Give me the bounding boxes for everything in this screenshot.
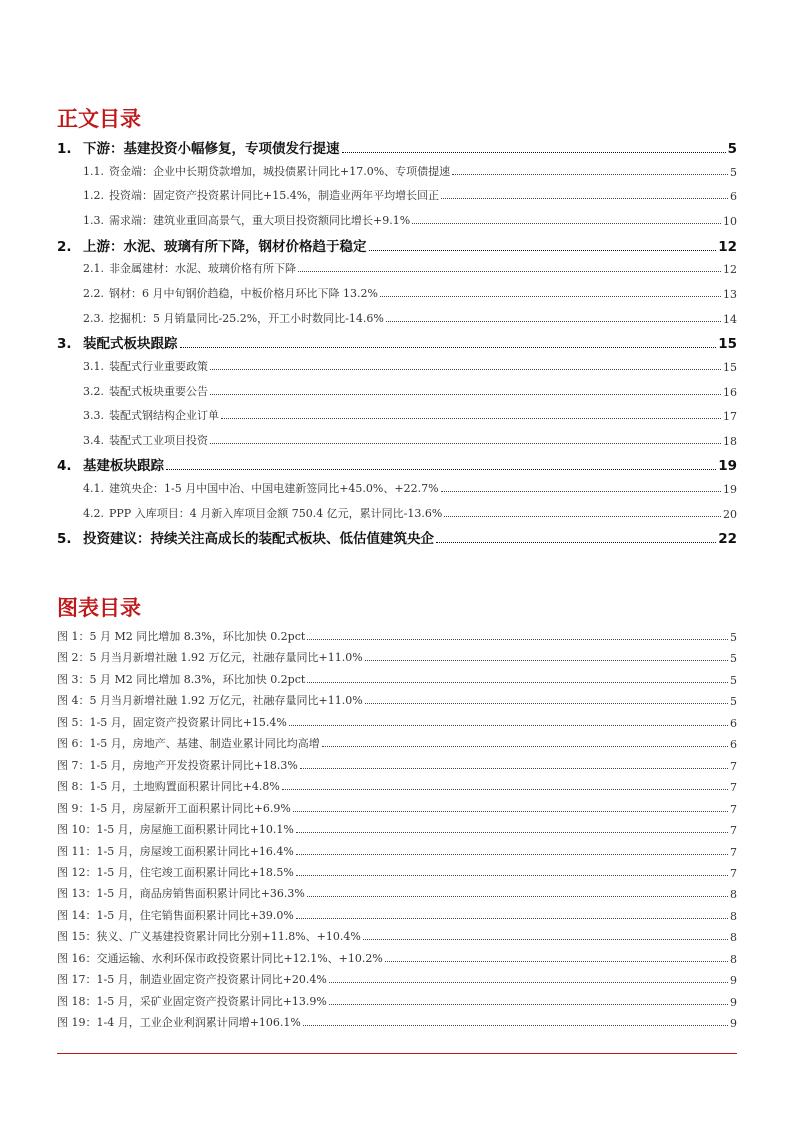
entry-label (83, 187, 439, 203)
toc-subsection[interactable] (57, 383, 737, 399)
entry-number: 2. (57, 238, 72, 255)
entry-number: 2.2. (83, 287, 104, 300)
entry-text: 资金端：企业中长期贷款增加，城投债累计同比+17.0%、专项债提速 (109, 164, 451, 178)
entry-label (57, 993, 327, 1009)
toc-subsection[interactable] (57, 358, 737, 374)
entry-text: 1-5 月，房地产开发投资累计同比+18.3% (89, 758, 298, 772)
entry-label (57, 332, 178, 352)
dot-leader (365, 703, 728, 704)
dot-leader (307, 682, 728, 683)
toc-subsection[interactable] (57, 260, 737, 276)
dot-leader (298, 271, 721, 272)
toc-subsection[interactable] (57, 432, 737, 448)
page-number: 7 (730, 824, 737, 838)
page-number: 8 (730, 909, 737, 923)
entry-text: 5 月 M2 同比增加 8.3%，环比加快 0.2pct (89, 630, 306, 643)
dot-leader (441, 491, 721, 492)
entry-label (57, 971, 327, 987)
entry-text: 狭义、广义基建投资累计同比分别+11.8%、+10.4% (96, 930, 361, 944)
page-number: 20 (723, 507, 737, 521)
page-number: 19 (723, 483, 737, 497)
page-number: 7 (730, 759, 737, 773)
figure-entry[interactable] (57, 843, 737, 859)
figure-entry[interactable] (57, 692, 737, 708)
entry-number: 图 4： (57, 694, 90, 708)
figure-entry[interactable] (57, 950, 737, 966)
entry-number: 3.2. (83, 384, 104, 398)
page-number: 6 (730, 738, 737, 752)
entry-text: 5 月当月新增社融 1.92 万亿元，社融存量同比+11.0% (89, 651, 363, 665)
page-number: 5 (727, 141, 737, 157)
entry-label (57, 821, 294, 837)
entry-label (57, 928, 361, 944)
figure-entry[interactable] (57, 907, 737, 923)
page-number: 9 (730, 1017, 737, 1031)
entry-label (57, 454, 164, 474)
page-number: 5 (730, 695, 737, 709)
figure-entry[interactable] (57, 1014, 737, 1030)
entry-number: 2.1. (83, 262, 104, 276)
entry-text: 投资端：固定资产投资累计同比+15.4%，制造业两年平均增长回正 (109, 189, 440, 203)
figure-entry[interactable] (57, 671, 737, 687)
toc-subsection[interactable] (57, 285, 737, 301)
dot-leader (303, 1025, 728, 1026)
dot-leader (307, 639, 728, 640)
page-number: 7 (730, 866, 737, 880)
entry-label (57, 778, 280, 794)
entry-text: 1-5 月，住宅销售面积累计同比+39.0% (96, 908, 294, 922)
entry-label (57, 235, 367, 255)
dot-leader (365, 660, 728, 661)
dot-leader (322, 746, 728, 747)
entry-label (83, 432, 208, 448)
entry-text: PPP 入库项目：4 月新入库项目金额 750.4 亿元，累计同比-13.6% (109, 506, 443, 520)
page-number: 5 (730, 673, 737, 687)
dot-leader (296, 854, 728, 855)
toc-section-4[interactable] (57, 454, 737, 474)
entry-text: 1-5 月，固定资产投资累计同比+15.4% (89, 715, 287, 729)
dot-leader (300, 768, 728, 769)
dot-leader (166, 469, 716, 470)
entry-text: 装配式板块重要公告 (109, 384, 208, 398)
entry-label (57, 864, 294, 880)
dot-leader (444, 516, 721, 517)
entry-number: 图 10： (57, 823, 97, 837)
toc-title: 正文目录 (57, 107, 141, 131)
dot-leader (210, 443, 721, 444)
dot-leader (441, 198, 728, 199)
page-number: 6 (730, 190, 737, 204)
page-number: 12 (718, 238, 737, 255)
entry-label (57, 671, 305, 687)
entry-label (57, 907, 294, 923)
entry-label (57, 800, 291, 816)
dot-leader (296, 832, 728, 833)
entry-number: 图 8： (57, 780, 90, 794)
entry-number: 图 9： (57, 801, 90, 815)
toc-subsection[interactable] (57, 187, 737, 203)
toc-subsection[interactable] (57, 505, 737, 521)
entry-text: 建筑央企：1-5 月中国中冶、中国电建新签同比+45.0%、+22.7% (109, 482, 439, 496)
figure-entry[interactable] (57, 714, 737, 730)
dot-leader (342, 152, 726, 153)
entry-label (57, 735, 320, 751)
page-number: 16 (723, 385, 737, 399)
page-number: 18 (723, 434, 737, 448)
page-number: 5 (730, 631, 737, 644)
entry-number: 图 2： (57, 651, 90, 665)
page-number: 7 (730, 781, 737, 795)
entry-number: 图 16： (57, 951, 97, 965)
page-number: 7 (730, 802, 737, 816)
entry-label (83, 383, 208, 399)
entry-label (57, 843, 294, 859)
dot-leader (363, 939, 728, 940)
entry-number: 图 5： (57, 715, 90, 729)
entry-text: 5 月当月新增社融 1.92 万亿元，社融存量同比+11.0% (89, 694, 363, 708)
entry-number: 图 6： (57, 737, 90, 751)
entry-label (83, 310, 384, 326)
entry-label (83, 260, 296, 276)
entry-number: 1.2. (83, 189, 104, 203)
page-number: 8 (730, 888, 737, 902)
entry-number: 3.4. (83, 433, 104, 447)
figure-entry[interactable] (57, 971, 737, 987)
page-number: 19 (718, 458, 737, 475)
entry-label (83, 358, 208, 374)
dot-leader (296, 875, 728, 876)
toc-section-5[interactable] (57, 527, 737, 547)
entry-label (57, 1014, 301, 1030)
dot-leader (210, 394, 721, 395)
dot-leader (385, 961, 728, 962)
page-number: 9 (730, 974, 737, 988)
entry-label (57, 885, 305, 901)
dot-leader (307, 896, 728, 897)
entry-number: 图 19： (57, 1016, 97, 1030)
page-number: 15 (723, 361, 737, 374)
figure-entry[interactable] (57, 821, 737, 837)
page-number: 22 (718, 531, 737, 548)
entry-number: 4. (57, 458, 72, 475)
dot-leader (329, 982, 728, 983)
entry-text: 1-5 月，商品房销售面积累计同比+36.3% (96, 887, 305, 901)
entry-label (57, 950, 383, 966)
entry-number: 图 7： (57, 758, 90, 772)
page-number: 17 (723, 410, 737, 424)
page-number: 5 (730, 165, 737, 179)
entry-number: 1.1. (83, 164, 104, 178)
figure-entry[interactable] (57, 800, 737, 816)
entry-label (83, 285, 378, 301)
entry-text: 装配式行业重要政策 (109, 360, 208, 373)
entry-number: 5. (57, 531, 72, 548)
figure-entry[interactable] (57, 628, 737, 644)
entry-number: 1. (57, 141, 72, 157)
entry-text: 投资建议：持续关注高成长的装配式板块、低估值建筑央企 (83, 531, 434, 548)
dot-leader (369, 250, 717, 251)
entry-number: 3.3. (83, 409, 104, 423)
entry-number: 图 1： (57, 630, 90, 643)
page-number: 12 (723, 263, 737, 277)
dot-leader (386, 321, 721, 322)
toc-section-3[interactable] (57, 332, 737, 352)
toc-subsection[interactable] (57, 212, 737, 228)
entry-label (83, 163, 450, 179)
dot-leader (380, 296, 721, 297)
entry-text: 1-5 月，土地购置面积累计同比+4.8% (89, 780, 280, 794)
entry-text: 上游：水泥、玻璃有所下降，钢材价格趋于稳定 (83, 238, 367, 255)
entry-label (57, 527, 434, 547)
dot-leader (180, 347, 717, 348)
entry-text: 非金属建材：水泥、玻璃价格有所下降 (109, 262, 296, 276)
page-number: 15 (718, 336, 737, 353)
entry-label (57, 137, 340, 157)
entry-label (57, 628, 305, 644)
footer-divider (57, 1053, 737, 1054)
dot-leader (436, 542, 716, 543)
figure-entry[interactable] (57, 864, 737, 880)
dot-leader (210, 369, 721, 370)
toc-section-1[interactable] (57, 137, 737, 157)
entry-number: 图 14： (57, 908, 97, 922)
entry-label (57, 757, 298, 773)
entry-number: 4.1. (83, 482, 104, 496)
page-number: 14 (723, 312, 737, 326)
entry-number: 图 17： (57, 973, 97, 987)
entry-label (83, 505, 442, 521)
dot-leader (221, 418, 721, 419)
entry-number: 1.3. (83, 214, 104, 227)
entry-label (83, 480, 439, 496)
entry-text: 交通运输、水利环保市政投资累计同比+12.1%、+10.2% (96, 951, 383, 965)
page-number: 10 (723, 215, 737, 228)
entry-text: 5 月 M2 同比增加 8.3%，环比加快 0.2pct (89, 672, 306, 686)
entry-number: 3. (57, 336, 72, 353)
entry-number: 图 12： (57, 865, 97, 879)
dot-leader (452, 174, 728, 175)
dot-leader (289, 725, 728, 726)
entry-text: 装配式板块跟踪 (83, 336, 178, 353)
toc-subsection[interactable] (57, 480, 737, 496)
entry-number: 2.3. (83, 311, 104, 325)
figure-entry[interactable] (57, 757, 737, 773)
dot-leader (293, 811, 728, 812)
page-number: 6 (730, 716, 737, 730)
entry-text: 1-5 月，房屋竣工面积累计同比+16.4% (96, 844, 294, 858)
figure-entry[interactable] (57, 735, 737, 751)
entry-number: 图 11： (57, 844, 97, 858)
entry-text: 需求端：建筑业重回高景气，重大项目投资额同比增长+9.1% (109, 214, 411, 227)
entry-label (57, 714, 287, 730)
page-number: 8 (730, 952, 737, 966)
entry-text: 基建板块跟踪 (83, 458, 164, 475)
entry-label (57, 692, 363, 708)
entry-number: 图 13： (57, 887, 97, 901)
entry-number: 图 15： (57, 930, 97, 944)
entry-text: 装配式工业项目投资 (109, 433, 208, 447)
entry-number: 图 18： (57, 994, 97, 1008)
figure-entry[interactable] (57, 928, 737, 944)
entry-label (83, 212, 410, 228)
toc-subsection[interactable] (57, 310, 737, 326)
entry-text: 1-4 月，工业企业利润累计同增+106.1% (96, 1016, 301, 1030)
dot-leader (412, 223, 721, 224)
page-number: 13 (723, 288, 737, 301)
figure-entry[interactable] (57, 778, 737, 794)
entry-number: 4.2. (83, 506, 104, 520)
entry-number: 3.1. (83, 360, 104, 373)
figure-entry[interactable] (57, 993, 737, 1009)
toc-subsection[interactable] (57, 407, 737, 423)
entry-text: 下游：基建投资小幅修复，专项债发行提速 (83, 141, 340, 157)
dot-leader (282, 789, 728, 790)
page-number: 7 (730, 845, 737, 859)
toc-section-2[interactable] (57, 235, 737, 255)
entry-label (57, 649, 363, 665)
figures-title: 图表目录 (57, 596, 141, 620)
entry-text: 装配式钢结构企业订单 (109, 409, 219, 423)
entry-text: 挖掘机：5 月销量同比-25.2%，开工小时数同比-14.6% (109, 311, 384, 325)
entry-number: 图 3： (57, 672, 90, 686)
dot-leader (329, 1004, 728, 1005)
entry-label (83, 407, 219, 423)
dot-leader (296, 918, 728, 919)
page-number: 8 (730, 931, 737, 945)
entry-text: 1-5 月，住宅竣工面积累计同比+18.5% (96, 865, 294, 879)
entry-text: 1-5 月，制造业固定资产投资累计同比+20.4% (96, 973, 327, 987)
entry-text: 1-5 月，房屋施工面积累计同比+10.1% (96, 823, 294, 837)
entry-text: 钢材：6 月中旬钢价趋稳，中板价格月环比下降 13.2% (109, 287, 378, 300)
page-number: 9 (730, 995, 737, 1009)
figure-entry[interactable] (57, 649, 737, 665)
figure-entry[interactable] (57, 885, 737, 901)
page-number: 5 (730, 652, 737, 666)
entry-text: 1-5 月，采矿业固定资产投资累计同比+13.9% (96, 994, 327, 1008)
entry-text: 1-5 月，房地产、基建、制造业累计同比均高增 (89, 737, 320, 751)
toc-subsection[interactable] (57, 163, 737, 179)
entry-text: 1-5 月，房屋新开工面积累计同比+6.9% (89, 801, 291, 815)
